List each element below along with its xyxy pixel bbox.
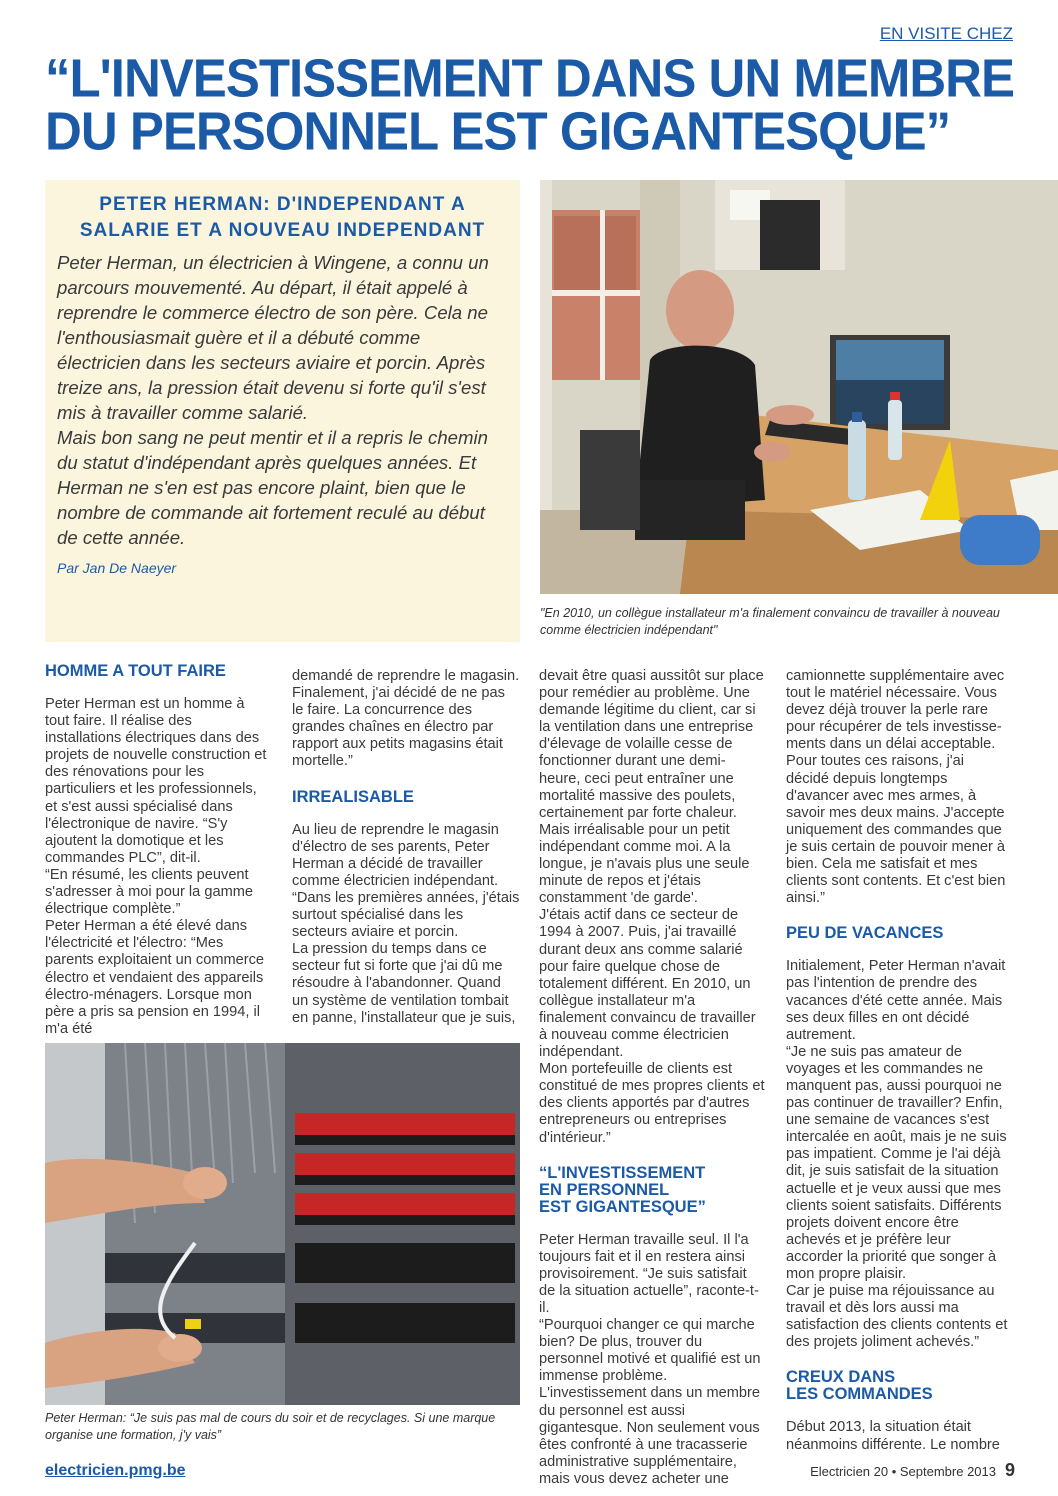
article-column-3 [539,668,765,1488]
intro-box [45,180,520,642]
paragraph: devait être quasi aussitôt sur place pour remédier au problème. Une demande légitime du client, car si la ventilation dans une entreprise d'élevage de volaille cesse de fonctionner durant une demi-heure, ceci peut entraîner une mortalité massive des poulets, certainement par forte chaleur. Mais irréalisable pour un petit indépendant comme moi. A la longue, je n'avais plus une seule minute de repos et j'étais constamment 'de garde'. J'étais actif dans ce secteur de 1994 à 2007. Puis, j'ai travaillé durant deux ans comme salarié pour faire quelque chose de totalement différent. En 2010, un collègue installateur m'a finalement convaincu de travailler à nouveau comme électricien indépendant. Mon portefeuille de clients est constitué de mes propres clients et des clients apportés par d'autres entrepreneurs ou entreprises d'intérieur.” [539,668,765,1146]
paragraph: demandé de reprendre le magasin. Finalement, j'ai décidé de ne pas le faire. La concurrence des grandes chaînes en électro par rapport aux petits magasins était mortelle.” [292,668,520,770]
paragraph: Peter Herman est un homme à tout faire. Il réalise des installations électriques dans des projets de nouvelle construction et des rénovations pour les particuliers et les professionnels, et s'est aussi spécialisé dans l'électronique de navire. “S'y ajoutent la domotique et les commandes PLC”, dit-il. “En résumé, les clients peuvent s'adresser à moi pour la gamme électrique complète.” Peter Herman a été élevé dans l'électricité et l'électro: “Mes parents exploitaient un commerce électro et vendaient des appareils électro-ménagers. Lorsque mon père a pris sa pension en 1994, il m'a été [45,696,267,1037]
article-column-2 [292,668,520,1027]
footer-site-link[interactable]: electricien.pmg.be [45,1462,186,1479]
headline: “L'INVESTISSEMENT DANS UN MEMBRE DU PERSONNEL EST GIGANTESQUE” [45,47,1015,162]
article-column-4 [786,668,1008,1454]
paragraph: Au lieu de reprendre le magasin d'électro de ses parents, Peter Herman a décidé de travailler comme électricien indépendant. “Dans les premières années, j'étais surtout spécialisé dans les secteurs aviaire et porcin. La pression du temps dans ce secteur fut si forte que j'ai dû me résoudre à l'abandonner. Quand un système de ventilation tombait en panne, l'installateur que je suis, [292,821,520,1026]
section-tag: EN VISITE CHEZ [879,24,1013,43]
paragraph: Peter Herman travaille seul. Il l'a toujours fait et il en restera ainsi provisoirement. “Je suis satisfait de la situation actuelle”, raconte-t-il. “Pourquoi changer ce qui marche bien? De plus, trouver du personnel motivé et qualifié est un immense problème. L'investissement dans un membre du personnel est aussi gigantesque. Non seulement vous êtes confronté à une tracasserie administrative supplémentaire, mais vous devez acheter une [539,1231,761,1487]
paragraph: Initialement, Peter Herman n'avait pas l'intention de prendre des vacances d'été cette année. Mais ses deux filles en ont décidé autrement. “Je ne suis pas amateur de voyages et les commandes ne manquent pas, aussi pourquoi ne pas continuer de travailler? Enfin, une semaine de vacances s'est intercalée en août, mais je ne suis pas impatient. Comme je l'ai déjà dit, je suis satisfait de la situation actuelle et je veux aussi que mes clients soient satisfaits. Différents projets doivent encore être achevés et je préfère leur accorder la priorité que songer à mon propre plaisir. Car je puise ma réjouissance au travail et dès lors aussi ma satisfaction des clients contents et des projets joliment achevés.” [786,958,1008,1351]
office-photo-caption: "En 2010, un collègue installateur m'a finalement convaincu de travailler à nouveau comme électricien indépendant" [540,606,1000,637]
panel-photo-caption: Peter Herman: “Je suis pas mal de cours du soir et de recyclages. Si une marque organise une formation, j'y vais” [45,1411,496,1442]
article-column-1 [45,663,267,1038]
intro-text: Peter Herman, un électricien à Wingene, a connu un parcours mouvementé. Au départ, il était appelé à reprendre le commerce électro de son père. Cela ne l'enthousiasmait guère et il a débuté comme électricien dans les secteurs aviaire et porcin. Après treize ans, la pression était devenu si forte qu'il s'est mis à travailler comme salarié. Mais bon sang ne peut mentir et il a repris le chemin du statut d'indépendant après quelques années. Et Herman ne s'en est pas encore plaint, bien que le nombre de commande ait fortement reculé au début de cette année. [57,252,489,548]
paragraph: Début 2013, la situation était néanmoins différente. Le nombre [786,1419,1000,1453]
subheading-irrealisable: IRREALISABLE [292,787,414,806]
subheading-investissement: “L'INVESTISSEMENT EN PERSONNEL EST GIGANTESQUE” [539,1163,706,1216]
office-photo [540,180,1058,594]
page-number: 9 [1004,1460,1015,1480]
byline: Par Jan De Naeyer [57,560,177,576]
subheading-homme-a-tout-faire: HOMME A TOUT FAIRE [45,662,226,680]
panel-photo [45,1043,520,1405]
intro-title: PETER HERMAN: D'INDEPENDANT A SALARIE ET A NOUVEAU INDEPENDANT [79,194,486,241]
footer-issue: Electricien 20 • Septembre 2013 [810,1464,996,1479]
paragraph: camionnette supplémentaire avec tout le matériel nécessaire. Vous devez déjà trouver la perle rare pour récupérer de tels investisse-ments dans un délai acceptable. Pour toutes ces raisons, j'ai décidé depuis longtemps d'avancer avec mes armes, à savoir mes deux mains. J'accepte uniquement des commandes que je suis certain de pouvoir mener à bien. Cela me satisfait et mes clients sont contents. Et c'est bien ainsi.” [786,668,1006,907]
subheading-creux-dans-les-commandes: CREUX DANS LES COMMANDES [786,1368,933,1404]
subheading-peu-de-vacances: PEU DE VACANCES [786,924,944,943]
